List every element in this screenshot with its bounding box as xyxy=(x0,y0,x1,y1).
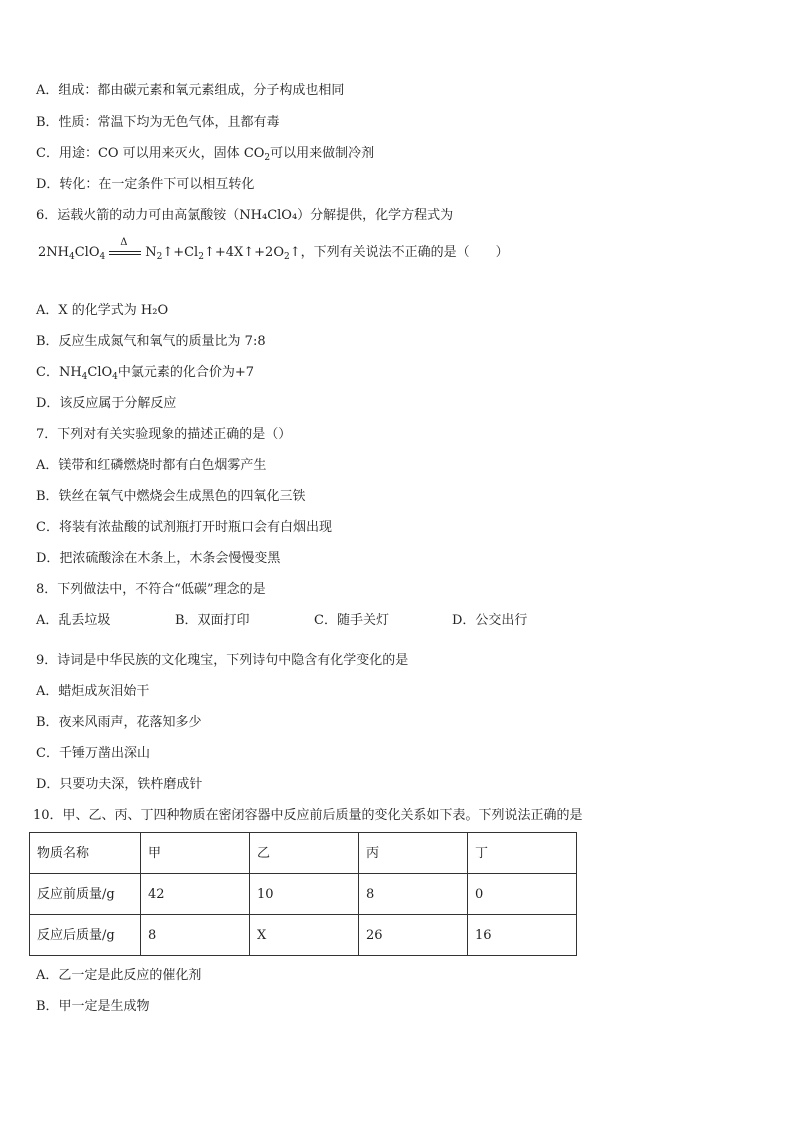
q6-option-b: B．反应生成氮气和氧气的质量比为 7:8 xyxy=(36,334,266,349)
q6-stem: 6．运载火箭的动力可由高氯酸铵（NH₄ClO₄）分解提供，化学方程式为 xyxy=(36,208,454,223)
table-cell: 反应前质量/g xyxy=(30,874,141,915)
q6-eq-sub: 4 xyxy=(99,252,106,262)
q6-eq-sub: 2 xyxy=(156,252,163,262)
q6-eq-sub: 2 xyxy=(198,252,204,262)
table-cell: X xyxy=(250,915,359,956)
q7-stem: 7．下列对有关实验现象的描述正确的是（） xyxy=(36,427,292,442)
table-cell: 乙 xyxy=(250,833,359,874)
q7-option-d: D．把浓硫酸涂在木条上，木条会慢慢变黑 xyxy=(36,551,281,566)
q9-option-a: A．蜡炬成灰泪始干 xyxy=(36,684,150,699)
table-cell: 10 xyxy=(250,874,359,915)
q9-option-c: C．千锤万凿出深山 xyxy=(36,746,150,761)
mass-table xyxy=(29,832,577,956)
table-cell: 丁 xyxy=(468,833,577,874)
q5-option-c xyxy=(36,146,375,163)
reaction-arrow-icon xyxy=(107,236,143,259)
q7-option-b: B．铁丝在氧气中燃烧会生成黑色的四氧化三铁 xyxy=(36,489,306,504)
q6-eq-sub: 4 xyxy=(68,252,75,262)
table-header-row xyxy=(30,833,577,874)
q7-option-a: A．镁带和红磷燃烧时都有白色烟雾产生 xyxy=(36,458,267,473)
q8-option-a: A．乱丢垃圾 xyxy=(36,613,111,628)
q6-eq-mid2: ↑+4X↑+2O xyxy=(203,245,284,260)
q5-option-a: A．组成：都由碳元素和氧元素组成，分子构成也相同 xyxy=(36,83,345,98)
table-cell: 丙 xyxy=(359,833,468,874)
q6-eq-n: N xyxy=(145,245,157,260)
q6-equation xyxy=(38,236,509,276)
q10-stem: 10．甲、乙、丙、丁四种物质在密闭容器中反应前后质量的变化关系如下表。下列说法正确的是 xyxy=(33,808,583,823)
table-cell: 42 xyxy=(141,874,250,915)
q5-option-c-sub: 2 xyxy=(264,153,271,163)
table-cell: 物质名称 xyxy=(30,833,141,874)
q6-option-d: D．该反应属于分解反应 xyxy=(36,396,177,411)
q6-eq-sub: 2 xyxy=(283,252,290,262)
table-cell: 8 xyxy=(141,915,250,956)
q5-option-c-pre: C．用途：CO 可以用来灭火，固体 CO xyxy=(36,146,265,161)
q6-eq-left: 2NH xyxy=(38,245,69,260)
q6-option-c-sub: 4 xyxy=(112,372,118,382)
q6-option-a: A．X 的化学式为 H₂O xyxy=(36,303,169,318)
q9-option-b: B．夜来风雨声，花落知多少 xyxy=(36,715,202,730)
q6-eq-tail: ↑，下列有关说法不正确的是（ ） xyxy=(289,245,509,260)
q6-option-c xyxy=(36,365,255,382)
q9-option-d: D．只要功夫深，铁杵磨成针 xyxy=(36,777,203,792)
q9-stem: 9．诗词是中华民族的文化瑰宝，下列诗句中隐含有化学变化的是 xyxy=(36,653,409,668)
q7-option-c: C．将装有浓盐酸的试剂瓶打开时瓶口会有白烟出现 xyxy=(36,520,332,535)
q10-option-b: B．甲一定是生成物 xyxy=(36,999,150,1014)
table-cell: 反应后质量/g xyxy=(30,915,141,956)
q5-option-d: D．转化：在一定条件下可以相互转化 xyxy=(36,177,255,192)
table-row xyxy=(30,915,577,956)
q8-stem: 8．下列做法中，不符合“低碳”理念的是 xyxy=(36,582,266,597)
q6-option-c-sub: 4 xyxy=(81,372,88,382)
q6-eq-mid1: ↑+Cl xyxy=(162,245,199,260)
heat-condition: Δ xyxy=(120,236,128,248)
table-cell: 16 xyxy=(468,915,577,956)
table-cell: 8 xyxy=(359,874,468,915)
q10-option-a: A．乙一定是此反应的催化剂 xyxy=(36,968,202,983)
q8-option-b: B．双面打印 xyxy=(175,613,250,628)
table-cell: 甲 xyxy=(141,833,250,874)
q5-option-b: B．性质：常温下均为无色气体，且都有毒 xyxy=(36,115,280,130)
q8-options xyxy=(36,614,636,630)
q6-eq-clo: ClO xyxy=(74,245,100,260)
table-row xyxy=(30,874,577,915)
q6-option-c-pre: C．NH xyxy=(36,365,82,380)
q6-option-c-post: 中氯元素的化合价为+7 xyxy=(117,365,255,380)
q6-option-c-mid: ClO xyxy=(87,365,113,380)
q5-option-c-post: 可以用来做制冷剂 xyxy=(270,146,375,161)
q8-option-c: C．随手关灯 xyxy=(314,613,389,628)
q8-option-d: D．公交出行 xyxy=(452,613,528,628)
table-cell: 0 xyxy=(468,874,577,915)
table-cell: 26 xyxy=(359,915,468,956)
